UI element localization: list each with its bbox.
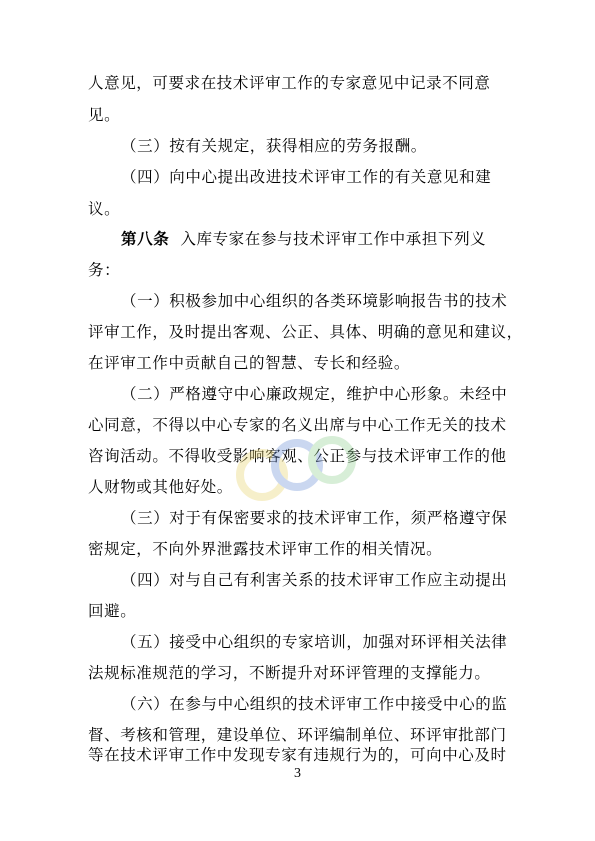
text-line: 务：: [88, 261, 121, 279]
watermark-logo: [222, 420, 372, 510]
text-line: （二）严格遵守中心廉政规定，维护中心形象。未经中: [121, 385, 508, 403]
text-line: 议。: [88, 200, 121, 218]
article-text: 入库专家在参与技术评审工作中承担下列义: [180, 230, 487, 248]
article-heading: 第八条: [121, 230, 170, 248]
text-line: 密规定，不向外界泄露技术评审工作的相关情况。: [88, 540, 443, 558]
text-line: （五）接受中心组织的专家培训，加强对环评相关法律: [121, 633, 508, 651]
text-line: 咨询活动。不得收受影响客观、公正参与技术评审工作的他: [88, 447, 507, 465]
text-line: 人意见，可要求在技术评审工作的专家意见中记录不同意: [88, 74, 491, 92]
text-line: （四）对与自己有利害关系的技术评审工作应主动提出: [121, 571, 508, 589]
text-line: 回避。: [88, 602, 137, 620]
text-line: 心同意，不得以中心专家的名义出席与中心工作无关的技术: [88, 416, 507, 434]
text-line: （三）对于有保密要求的技术评审工作，须严格遵守保: [121, 509, 508, 527]
text-line: （四）向中心提出改进技术评审工作的有关意见和建: [121, 168, 492, 186]
text-line: 在评审工作中贡献自己的智慧、专长和经验。: [88, 354, 411, 372]
text-line: 人财物或其他好处。: [88, 478, 233, 496]
text-line: 评审工作，及时提出客观、公正、具体、明确的意见和建议，: [88, 323, 523, 341]
text-line: 法规标准规范的学习，不断提升对环评管理的支撑能力。: [88, 664, 491, 682]
page-number: 3: [294, 766, 301, 781]
article-spacer: [169, 230, 180, 248]
text-line: （六）在参与中心组织的技术评审工作中接受中心的监: [121, 695, 508, 713]
text-line: 等在技术评审工作中发现专家有违规行为的，可向中心及时: [88, 746, 507, 764]
text-line: （三）按有关规定，获得相应的劳务报酬。: [121, 137, 427, 155]
text-line: （一）积极参加中心组织的各类环境影响报告书的技术: [121, 292, 508, 310]
text-line: 督、考核和管理，建设单位、环评编制单位、环评审批部门: [88, 726, 507, 744]
article-line: [121, 229, 486, 249]
text-line: 见。: [88, 106, 121, 124]
